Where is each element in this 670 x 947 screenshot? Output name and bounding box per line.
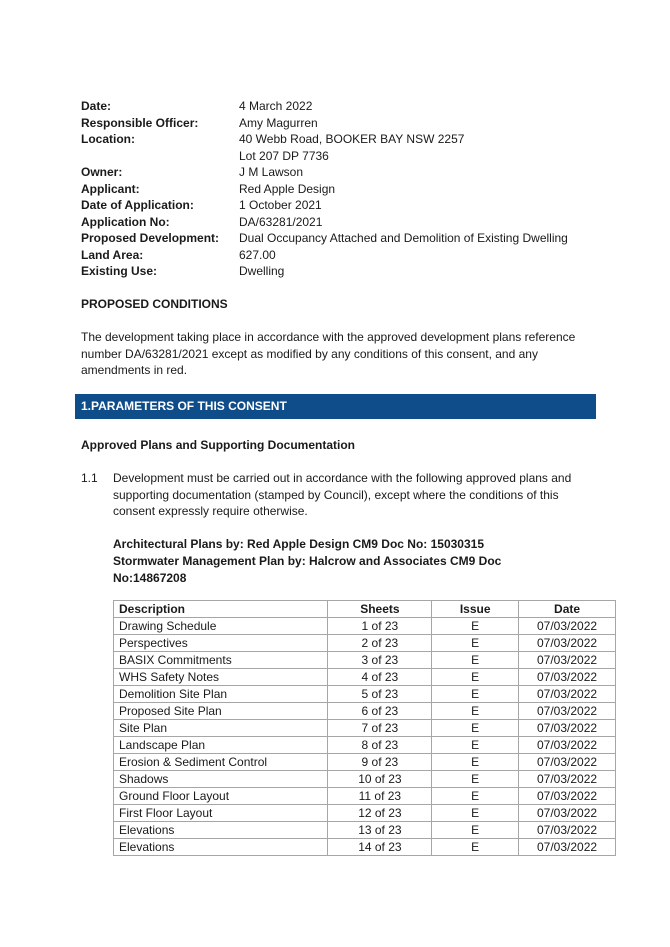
info-row — [81, 214, 621, 231]
table-header-row — [114, 601, 616, 618]
info-value-line: Dual Occupancy Attached and Demolition of Existing Dwelling — [239, 231, 568, 245]
cell-date: 07/03/2022 — [519, 771, 616, 788]
table-row — [114, 839, 616, 856]
info-value — [239, 98, 621, 115]
plans-heading-line: No:14867208 — [113, 571, 187, 585]
cell-description: Proposed Site Plan — [114, 703, 328, 720]
info-label: Existing Use: — [81, 264, 158, 278]
cell-description: Elevations — [114, 822, 328, 839]
cell-sheets: 7 of 23 — [328, 720, 432, 737]
section-heading-bar: 1.PARAMETERS OF THIS CONSENT — [75, 394, 596, 419]
table-row — [114, 703, 616, 720]
info-value — [239, 214, 621, 231]
cell-issue: E — [432, 737, 519, 754]
cell-issue: E — [432, 771, 519, 788]
cell-description: BASIX Commitments — [114, 652, 328, 669]
info-row — [81, 98, 621, 115]
cell-date: 07/03/2022 — [519, 805, 616, 822]
cell-issue: E — [432, 754, 519, 771]
cell-description: Perspectives — [114, 635, 328, 652]
cell-sheets: 10 of 23 — [328, 771, 432, 788]
cell-date: 07/03/2022 — [519, 618, 616, 635]
cell-issue: E — [432, 669, 519, 686]
table-row — [114, 822, 616, 839]
cell-date: 07/03/2022 — [519, 720, 616, 737]
cell-sheets: 12 of 23 — [328, 805, 432, 822]
info-value — [239, 181, 621, 198]
approved-plans-table — [113, 600, 616, 856]
info-value-line: Red Apple Design — [239, 181, 336, 196]
cell-description: Demolition Site Plan — [114, 686, 328, 703]
table-body — [114, 618, 616, 856]
cell-description: First Floor Layout — [114, 805, 328, 822]
info-value-line: J M Lawson — [239, 165, 304, 179]
info-label: Date: — [81, 99, 112, 113]
cell-sheets: 1 of 23 — [328, 618, 432, 635]
cell-issue: E — [432, 635, 519, 652]
header-date: Date — [519, 601, 616, 618]
info-value-line: Lot 207 DP 7736 — [239, 148, 329, 163]
cell-description: WHS Safety Notes — [114, 669, 328, 686]
info-row — [81, 247, 621, 264]
cell-date: 07/03/2022 — [519, 822, 616, 839]
info-value — [239, 247, 621, 264]
cell-issue: E — [432, 805, 519, 822]
cell-description: Drawing Schedule — [114, 618, 328, 635]
cell-description: Landscape Plan — [114, 737, 328, 754]
info-row — [81, 164, 621, 181]
info-value-line: 4 March 2022 — [239, 99, 313, 113]
info-value-line: 1 October 2021 — [239, 198, 322, 212]
cell-date: 07/03/2022 — [519, 652, 616, 669]
info-value-line: DA/63281/2021 — [239, 214, 323, 229]
info-value — [239, 131, 621, 164]
info-value — [239, 263, 621, 280]
info-value — [239, 197, 621, 214]
info-label: Application No: — [81, 214, 170, 229]
cell-sheets: 11 of 23 — [328, 788, 432, 805]
header-description: Description — [114, 601, 328, 618]
table-row — [114, 771, 616, 788]
cell-date: 07/03/2022 — [519, 703, 616, 720]
table-row — [114, 754, 616, 771]
plans-heading-line: Stormwater Management Plan by: Halcrow and Associates CM9 Doc — [113, 554, 502, 568]
info-label: Land Area: — [81, 247, 144, 262]
cell-date: 07/03/2022 — [519, 754, 616, 771]
table-row — [114, 686, 616, 703]
cell-sheets: 8 of 23 — [328, 737, 432, 754]
info-value-line: Amy Magurren — [239, 115, 318, 130]
conditions-paragraph: The development taking place in accordance with the approved development plans reference number DA/63281/2021 except as modified by any conditions of this consent, and any amendments in red. — [81, 330, 576, 377]
table-row — [114, 805, 616, 822]
table-row — [114, 669, 616, 686]
table-row — [114, 652, 616, 669]
plans-heading-line: Architectural Plans by: Red Apple Design CM9 Doc No: 15030315 — [113, 537, 484, 551]
cell-issue: E — [432, 686, 519, 703]
table-row — [114, 618, 616, 635]
clause-1-1 — [81, 470, 601, 520]
cell-sheets: 3 of 23 — [328, 652, 432, 669]
cell-date: 07/03/2022 — [519, 635, 616, 652]
cell-date: 07/03/2022 — [519, 737, 616, 754]
proposed-conditions-heading: PROPOSED CONDITIONS — [81, 297, 228, 311]
cell-issue: E — [432, 703, 519, 720]
info-row — [81, 115, 621, 132]
table-row — [114, 720, 616, 737]
info-label: Date of Application: — [81, 198, 194, 212]
cell-issue: E — [432, 788, 519, 805]
info-row — [81, 197, 621, 214]
info-value-line: 40 Webb Road, BOOKER BAY NSW 2257 — [239, 132, 465, 146]
cell-description: Shadows — [114, 771, 328, 788]
clause-number: 1.1 — [81, 471, 98, 485]
info-label: Applicant: — [81, 181, 140, 196]
approved-plans-subheading: Approved Plans and Supporting Documentation — [81, 438, 356, 452]
cell-date: 07/03/2022 — [519, 669, 616, 686]
header-sheets: Sheets — [328, 601, 432, 618]
info-value-line: Dwelling — [239, 264, 285, 278]
cell-sheets: 6 of 23 — [328, 703, 432, 720]
cell-issue: E — [432, 618, 519, 635]
info-value — [239, 164, 621, 181]
cell-description: Elevations — [114, 839, 328, 856]
cell-issue: E — [432, 822, 519, 839]
info-label: Owner: — [81, 165, 123, 179]
info-label: Responsible Officer: — [81, 115, 199, 130]
clause-text: Development must be carried out in accordance with the following approved plans and supporting documentation (stamped by Council), except where the conditions of this consent expressly require otherwise. — [113, 471, 572, 518]
info-label: Location: — [81, 132, 135, 146]
info-value — [239, 230, 621, 247]
cell-date: 07/03/2022 — [519, 839, 616, 856]
cell-description: Ground Floor Layout — [114, 788, 328, 805]
info-value-line: 627.00 — [239, 247, 276, 262]
cell-issue: E — [432, 720, 519, 737]
info-row — [81, 263, 621, 280]
cell-description: Site Plan — [114, 720, 328, 737]
cell-description: Erosion & Sediment Control — [114, 754, 328, 771]
info-value — [239, 115, 621, 132]
info-label: Proposed Development: — [81, 231, 220, 245]
cell-sheets: 4 of 23 — [328, 669, 432, 686]
info-row — [81, 230, 621, 247]
table-row — [114, 737, 616, 754]
cell-sheets: 13 of 23 — [328, 822, 432, 839]
info-row — [81, 181, 621, 198]
table-row — [114, 635, 616, 652]
cell-date: 07/03/2022 — [519, 788, 616, 805]
cell-sheets: 9 of 23 — [328, 754, 432, 771]
table-row — [114, 788, 616, 805]
info-row — [81, 131, 621, 164]
cell-sheets: 5 of 23 — [328, 686, 432, 703]
cell-issue: E — [432, 839, 519, 856]
cell-sheets: 14 of 23 — [328, 839, 432, 856]
plans-heading — [113, 536, 533, 587]
cell-sheets: 2 of 23 — [328, 635, 432, 652]
cell-issue: E — [432, 652, 519, 669]
cell-date: 07/03/2022 — [519, 686, 616, 703]
application-info — [81, 98, 621, 280]
header-issue: Issue — [432, 601, 519, 618]
